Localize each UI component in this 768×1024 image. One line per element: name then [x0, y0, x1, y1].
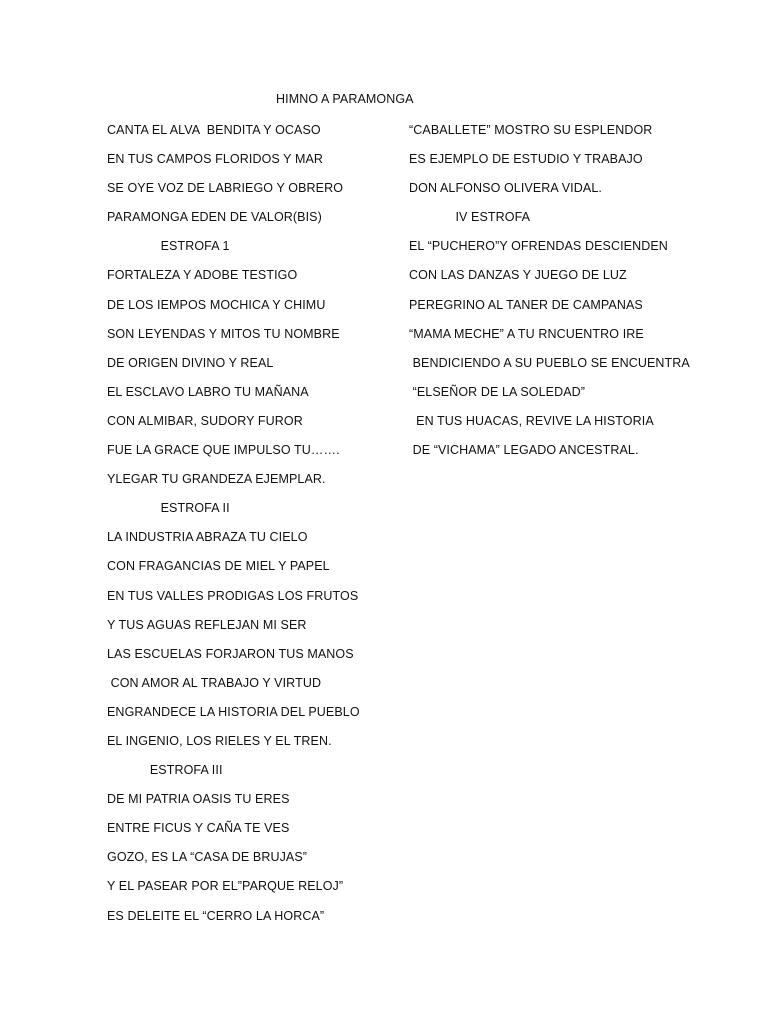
lyric-line: CON AMOR AL TRABAJO Y VIRTUD	[107, 675, 322, 690]
lyric-line: CANTA EL ALVA BENDITA Y OCASO	[107, 123, 321, 137]
lyric-line: ENTRE FICUS Y CAÑA TE VES	[107, 821, 290, 836]
lyric-line: EN TUS VALLES PRODIGAS LOS FRUTOS	[107, 588, 359, 603]
lyric-line: DON ALFONSO OLIVERA VIDAL.	[409, 181, 602, 196]
lyric-line: PEREGRINO AL TANER DE CAMPANAS	[409, 297, 643, 312]
lyric-line: ES DELEITE EL “CERRO LA HORCA”	[107, 908, 325, 923]
stanza-heading: ESTROFA 1	[107, 239, 230, 254]
lyric-line: DE LOS IEMPOS MOCHICA Y CHIMU	[107, 297, 326, 312]
lyric-line: BENDICIENDO A SU PUEBLO SE ENCUENTRA	[409, 355, 690, 370]
lyric-line: PARAMONGA EDEN DE VALOR(BIS)	[107, 210, 322, 225]
lyric-line: LAS ESCUELAS FORJARON TUS MANOS	[107, 646, 354, 661]
lyric-line: ES EJEMPLO DE ESTUDIO Y TRABAJO	[409, 152, 643, 167]
lyric-line: FORTALEZA Y ADOBE TESTIGO	[107, 268, 298, 283]
lyric-line: Y EL PASEAR POR EL”PARQUE RELOJ”	[107, 879, 344, 894]
lyric-line: “CABALLETE” MOSTRO SU ESPLENDOR	[409, 123, 653, 137]
lyric-line: “ELSEÑOR DE LA SOLEDAD”	[409, 384, 586, 399]
lyric-line: GOZO, ES LA “CASA DE BRUJAS”	[107, 850, 308, 865]
lyric-line: CON ALMIBAR, SUDORY FUROR	[107, 413, 303, 428]
lyric-line: YLEGAR TU GRANDEZA EJEMPLAR.	[107, 472, 326, 487]
lyric-line: EL ESCLAVO LABRO TU MAÑANA	[107, 384, 309, 399]
page-title: HIMNO A PARAMONGA	[276, 92, 414, 106]
lyric-line: FUE LA GRACE QUE IMPULSO TU…….	[107, 443, 340, 458]
lyric-line: EN TUS CAMPOS FLORIDOS Y MAR	[107, 152, 324, 167]
right-column	[409, 122, 690, 471]
lyric-line: CON FRAGANCIAS DE MIEL Y PAPEL	[107, 559, 330, 574]
stanza-heading: ESTROFA II	[107, 501, 230, 516]
lyric-line: Y TUS AGUAS REFLEJAN MI SER	[107, 617, 307, 632]
lyric-line: DE “VICHAMA” LEGADO ANCESTRAL.	[409, 443, 639, 458]
lyric-line: ENGRANDECE LA HISTORIA DEL PUEBLO	[107, 704, 360, 719]
lyric-line: LA INDUSTRIA ABRAZA TU CIELO	[107, 530, 308, 545]
lyric-line: DE MI PATRIA OASIS TU ERES	[107, 792, 290, 807]
lyric-line: SON LEYENDAS Y MITOS TU NOMBRE	[107, 326, 340, 341]
stanza-heading: IV ESTROFA	[409, 210, 531, 225]
left-column	[107, 122, 360, 937]
lyric-line: “MAMA MECHE” A TU RNCUENTRO IRE	[409, 326, 644, 341]
lyric-line: DE ORIGEN DIVINO Y REAL	[107, 355, 274, 370]
lyric-line: SE OYE VOZ DE LABRIEGO Y OBRERO	[107, 181, 344, 196]
lyric-line: EL INGENIO, LOS RIELES Y EL TREN.	[107, 733, 332, 748]
lyric-line: EL “PUCHERO”Y OFRENDAS DESCIENDEN	[409, 239, 668, 254]
lyric-line: EN TUS HUACAS, REVIVE LA HISTORIA	[409, 413, 654, 428]
stanza-heading: ESTROFA III	[107, 763, 223, 778]
lyric-line: CON LAS DANZAS Y JUEGO DE LUZ	[409, 268, 627, 283]
